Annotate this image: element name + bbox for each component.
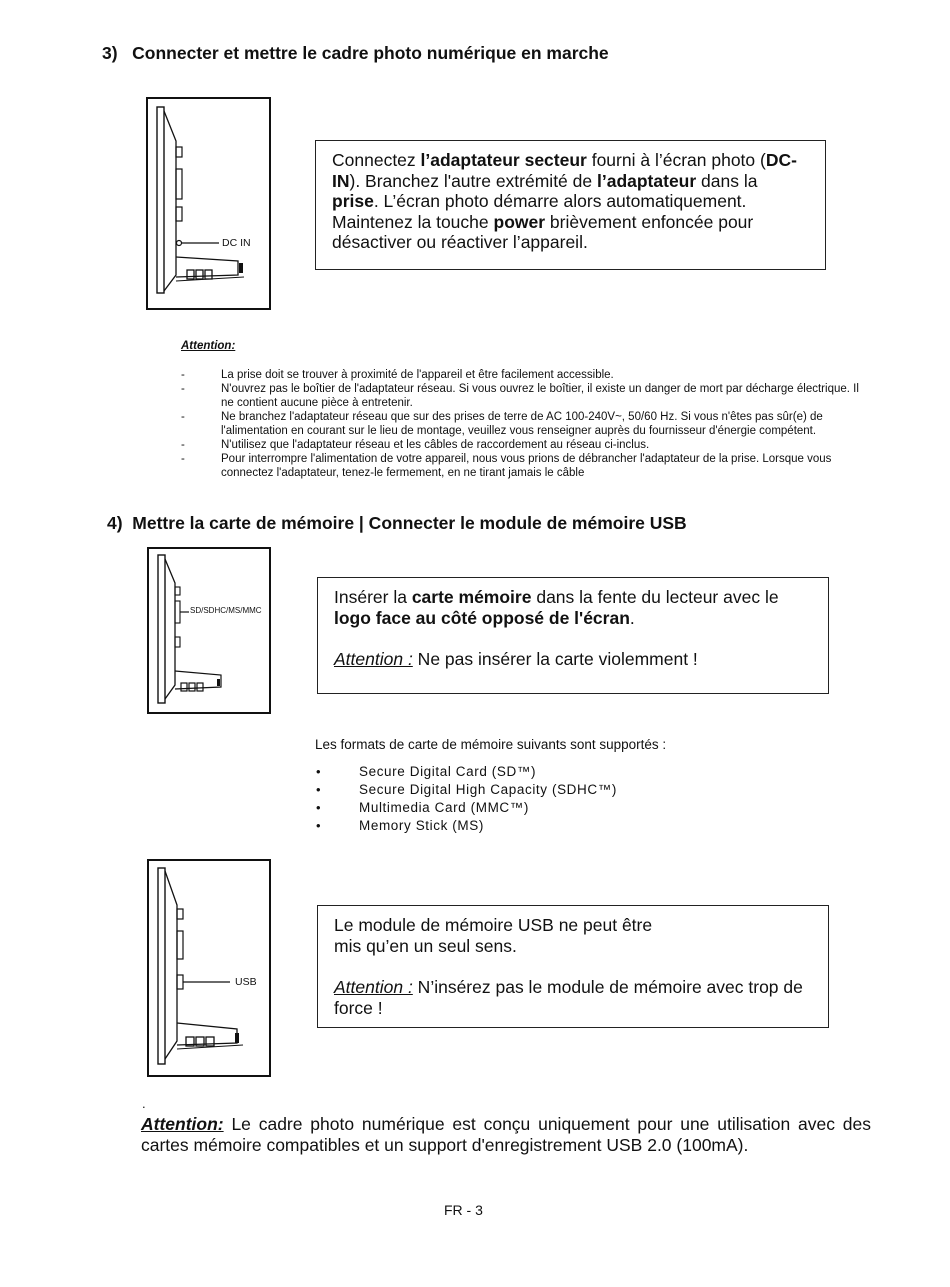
- bullet-dot: •: [316, 764, 322, 779]
- box-text: .: [629, 607, 635, 628]
- box-text: N’insérez pas le module de mémoire avec trop de force !: [334, 977, 803, 1018]
- formats-list: [316, 763, 736, 835]
- attention-list: [181, 368, 871, 480]
- box-bold-text: power: [493, 211, 546, 232]
- box-text: Connectez: [332, 150, 421, 170]
- box-bold-text: prise: [332, 191, 374, 211]
- dash-bullet: -: [181, 383, 185, 395]
- card-instructions-box: [317, 577, 829, 694]
- dash-bullet: -: [181, 453, 185, 465]
- usb-instruction-line: Le module de mémoire USB ne peut être: [334, 915, 653, 935]
- list-item-text: Multimedia Card (MMC™): [359, 800, 529, 815]
- list-item-text: Ne branchez l'adaptateur réseau que sur des prises de terre de AC 100-240V~, 50/60 Hz. Si vous n'êtes pas sûr(e) de l'alimentation en courant sur le lieu de montage, veuillez vous renseigner auprès du fournisseur d'énergie compétent.: [221, 411, 823, 437]
- dash-bullet: -: [181, 439, 185, 451]
- box-text: dans la fente du lecteur avec le: [531, 587, 779, 607]
- list-item: [316, 763, 736, 781]
- frame-side-view-card-figure: [147, 547, 271, 714]
- note-text: Le cadre photo numérique est conçu uniquement pour une utilisation avec des cartes mémoire compatibles et un support d'enregistrement USB 2.0 (100mA).: [141, 1114, 871, 1155]
- attention-label: Attention :: [334, 977, 413, 997]
- box-bold-text: logo face au côté opposé de l'écran: [334, 607, 630, 628]
- box-text: brièvement enfoncée pour désactiver ou réactiver l’appareil.: [332, 211, 754, 252]
- power-instructions-box: [315, 140, 826, 270]
- box-text: fourni à l’écran photo (: [586, 150, 766, 170]
- dc-in-label: DC IN: [222, 237, 251, 249]
- list-item-text: La prise doit se trouver à proximité de l'appareil et être facilement accessible.: [221, 369, 614, 381]
- bullet-dot: •: [316, 800, 322, 815]
- list-item: [316, 817, 736, 835]
- dash-bullet: -: [181, 369, 185, 381]
- usb-instruction-line: mis qu’en un seul sens.: [334, 935, 517, 956]
- usb-instructions-box: [317, 905, 829, 1028]
- attention-label: Attention :: [334, 649, 413, 669]
- box-text: . L’écran photo démarre alors automatiquement. Maintenez la touche: [332, 191, 747, 232]
- card-slot-label: SD/SDHC/MS/MMC: [190, 606, 262, 615]
- list-item: [181, 438, 871, 452]
- box-text: ). Branchez l'autre extrémité de: [349, 170, 597, 191]
- box-bold-text: l’adaptateur: [596, 170, 697, 191]
- box-text: Insérer la: [334, 587, 412, 607]
- box-bold-text: carte mémoire: [411, 587, 532, 607]
- list-item: [316, 781, 736, 799]
- page-number: FR - 3: [444, 1202, 483, 1218]
- usb-warning: [334, 977, 812, 1018]
- section-3-number: 3): [102, 43, 118, 63]
- list-item-text: Pour interrompre l'alimentation de votre appareil, nous vous prions de débrancher l'adaptateur de la prise. Lorsque vous connectez l'adaptateur, tenez-le fermement, en ne tirant jamais le câble: [221, 453, 832, 479]
- frame-side-view-dcin-figure: [146, 97, 271, 310]
- section-3-title: Connecter et mettre le cadre photo numérique en marche: [132, 43, 609, 63]
- box-bold-text: DC-IN: [332, 150, 797, 191]
- list-item-text: Memory Stick (MS): [359, 818, 484, 833]
- list-item: [181, 382, 871, 410]
- dash-bullet: -: [181, 411, 185, 423]
- frame-side-view-usb-figure: [147, 859, 271, 1077]
- section-4-number: 4): [107, 513, 123, 533]
- bullet-dot: •: [316, 818, 322, 833]
- box-bold-text: l’adaptateur secteur: [420, 150, 587, 170]
- section-4-heading: [107, 513, 687, 534]
- attention-heading: Attention:: [181, 340, 236, 352]
- list-item: [181, 452, 871, 480]
- section-3-heading: [102, 43, 609, 64]
- bullet-dot: •: [316, 782, 322, 797]
- card-instruction: [334, 587, 812, 628]
- list-item: [181, 368, 871, 382]
- section-4-title: Mettre la carte de mémoire | Connecter le module de mémoire USB: [132, 513, 687, 533]
- final-attention-note: [141, 1114, 871, 1156]
- formats-intro: Les formats de carte de mémoire suivants sont supportés :: [315, 737, 667, 752]
- list-item-text: Secure Digital Card (SD™): [359, 764, 537, 779]
- attention-label: Attention:: [141, 1114, 224, 1134]
- list-item-text: N'utilisez que l'adaptateur réseau et les câbles de raccordement au réseau ci-inclus.: [221, 439, 650, 451]
- list-item: [316, 799, 736, 817]
- list-item-text: Secure Digital High Capacity (SDHC™): [359, 782, 617, 797]
- stray-dot: .: [142, 1096, 146, 1111]
- list-item: [181, 410, 871, 438]
- card-warning: [334, 649, 812, 670]
- list-item-text: N'ouvrez pas le boîtier de l'adaptateur réseau. Si vous ouvrez le boîtier, il existe un danger de mort par décharge électrique. Il ne contient aucune pièce à entretenir.: [221, 383, 859, 409]
- box-text: dans la: [696, 170, 758, 191]
- box-text: Ne pas insérer la carte violemment !: [412, 649, 698, 669]
- usb-label: USB: [235, 976, 257, 988]
